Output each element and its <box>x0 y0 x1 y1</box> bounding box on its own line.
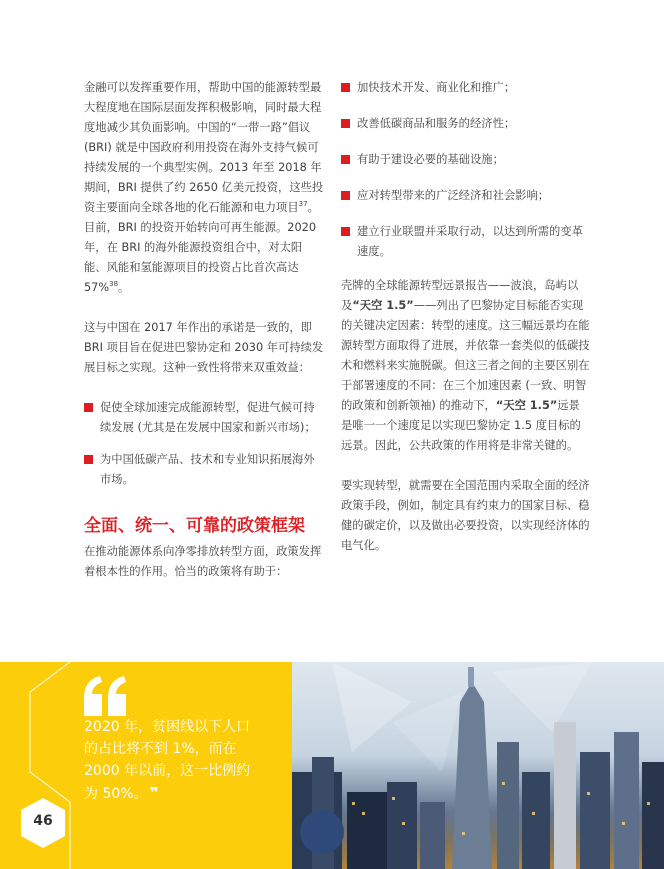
list-item <box>84 450 324 490</box>
text-span: 金融可以发挥重要作用，帮助中国的能源转型最大程度地在国际层面发挥积极影响，同时最大程度地减少其负面影响。中国的“一带一路”倡议 (BRI) 就是中国政府利用投资在海外支持气候可持续发展的一个典型实例。2013 年至 2018 年期间，BRI 提供了约 2650 亿美元投资，这些投资主要面向全球各地的化石能源和电力项目 <box>84 81 324 214</box>
list-item-text: 应对转型带来的广泛经济和社会影响； <box>357 189 550 202</box>
list-item <box>341 150 591 170</box>
skyline-illustration <box>292 662 664 869</box>
list-item <box>341 186 591 206</box>
bottom-band <box>0 662 664 869</box>
left-column <box>84 78 324 582</box>
pull-quote-text: 2020 年，贫困线以下人口的占比将不到 1%，而在 2000 年以前，这一比例约为 50%。 <box>84 719 251 802</box>
list-item <box>341 78 591 98</box>
city-skyline-photo <box>292 662 664 869</box>
list-item-text: 促使全球加速完成能源转型，促进气候可持续发展 (尤其是在发展中国家和新兴市场)； <box>100 401 316 434</box>
footnote-ref: 38 <box>109 280 119 289</box>
list-item <box>84 398 324 438</box>
text-span: 。目前，BRI 的投资开始转向可再生能源。2020 年，在 BRI 的海外能源投资组合中，对太阳能、风能和氢能源项目的投资占比首次高达 57% <box>84 201 319 294</box>
body-paragraph: 要实现转型，就需要在全国范围内采取全面的经济政策手段，例如，制定具有约束力的国家目标、稳健的碳定价，以及做出必要投资，以实现经济体的电气化。 <box>341 479 590 552</box>
section-heading: 全面、统一、可靠的政策框架 <box>84 516 305 536</box>
square-bullet-icon <box>341 83 350 92</box>
body-paragraph: 在推动能源体系向净零排放转型方面，政策发挥着根本性的作用。恰当的政策将有助于： <box>84 545 322 578</box>
body-paragraph: 这与中国在 2017 年作出的承诺是一致的，即 BRI 项目旨在促进巴黎协定和 2030 年可持续发展目标之实现。这种一致性将带来双重效益： <box>84 321 324 374</box>
list-item-text: 为中国低碳产品、技术和专业知识拓展海外市场。 <box>100 453 315 486</box>
scenario-name: “天空 1.5” <box>352 299 414 312</box>
quote-close-icon: ❞ <box>149 784 159 802</box>
square-bullet-icon <box>341 119 350 128</box>
square-bullet-icon <box>84 403 93 412</box>
list-item <box>341 114 591 134</box>
quote-panel <box>0 662 292 869</box>
bullet-list <box>341 78 591 262</box>
text-span: 。 <box>118 281 130 294</box>
square-bullet-icon <box>341 191 350 200</box>
footnote-ref: 37 <box>298 200 308 209</box>
body-paragraph <box>84 78 324 298</box>
quote-open-icon <box>82 674 130 718</box>
body-paragraph <box>341 276 591 456</box>
bullet-list <box>84 398 324 490</box>
square-bullet-icon <box>341 155 350 164</box>
page-number: 46 <box>33 813 53 829</box>
text-span: 远景是唯一一个速度足以实现巴黎协定 1.5 度目标的远景。因此，公共政策的作用将是非常关键的。 <box>341 399 581 452</box>
right-column <box>341 78 591 556</box>
square-bullet-icon <box>84 455 93 464</box>
square-bullet-icon <box>341 227 350 236</box>
list-item <box>341 222 591 262</box>
list-item-text: 有助于建设必要的基础设施； <box>357 153 504 166</box>
list-item-text: 加快技术开发、商业化和推广； <box>357 81 516 94</box>
list-item-text: 改善低碳商品和服务的经济性； <box>357 117 516 130</box>
pull-quote <box>84 716 254 805</box>
text-span: ——列出了巴黎协定目标能否实现的关键决定因素：转型的速度。这三幅远景均在能源转型方面取得了进展，并依靠一套类似的低碳技术和燃料来实施脱碳。但这三者之间的主要区别在于部署速度的不同：在三个加速因素 (一致、明智的政策和创新领袖) 的推动下， <box>341 299 590 412</box>
list-item-text: 建立行业联盟并采取行动，以达到所需的变革速度。 <box>357 225 583 258</box>
scenario-name: “天空 1.5” <box>495 399 558 412</box>
text-span: 壳牌的全球能源转型远景报告——波浪，岛屿以及 <box>341 279 579 312</box>
